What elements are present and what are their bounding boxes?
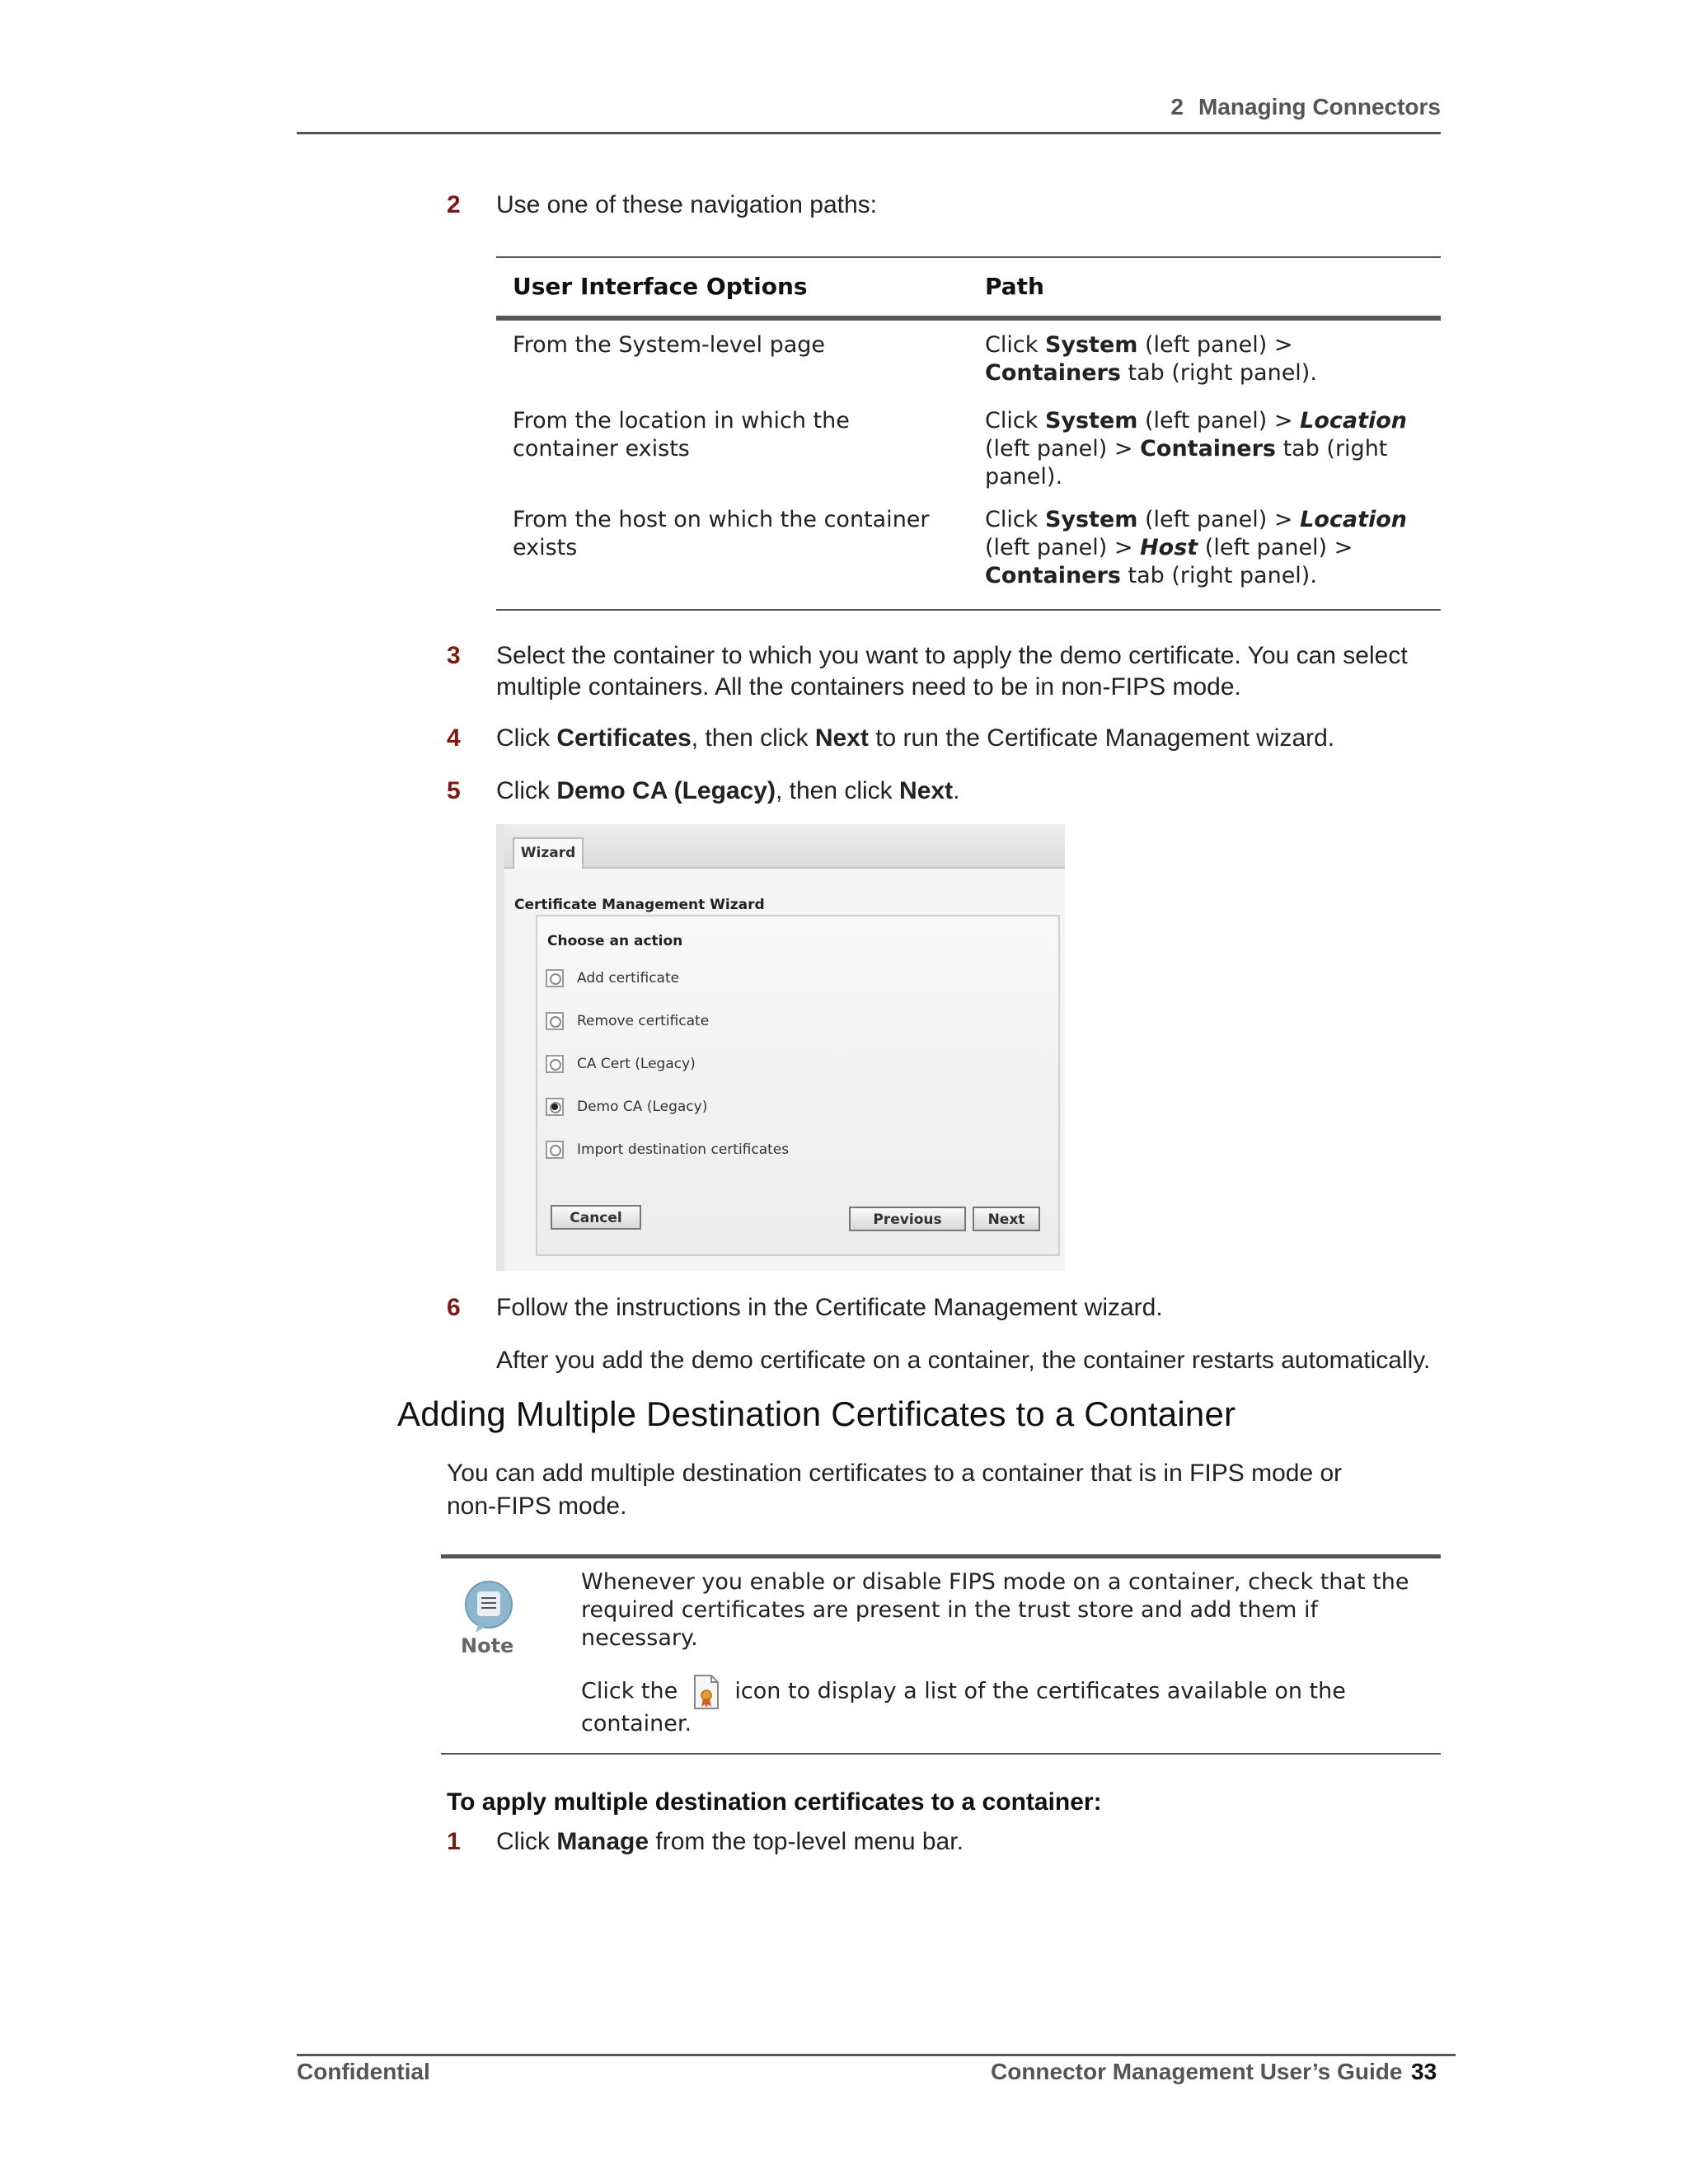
section-intro: You can add multiple destination certificates to a container that is in FIPS mode or non-FIPS mode. xyxy=(447,1460,1343,1520)
step-text: Click Manage from the top-level menu bar. xyxy=(496,1828,964,1855)
step-number: 3 xyxy=(447,642,461,669)
radio-button[interactable] xyxy=(546,1012,564,1030)
step-text: Use one of these navigation paths: xyxy=(496,191,877,218)
option-import-destination-certificates[interactable]: Import destination certificates xyxy=(546,1141,789,1159)
step-number: 6 xyxy=(447,1294,461,1321)
chapter-title: Managing Connectors xyxy=(1198,94,1441,120)
chapter-number: 2 xyxy=(1170,94,1184,120)
table-cell: From the System-level page xyxy=(513,332,826,358)
radio-button[interactable] xyxy=(546,969,564,987)
table-row xyxy=(496,321,1441,399)
table-cell: Click System (left panel) > Containers tab (right panel). xyxy=(985,332,1317,386)
navigation-table xyxy=(496,256,1441,611)
cancel-button[interactable]: Cancel xyxy=(551,1205,641,1230)
choose-action-label: Choose an action xyxy=(547,933,683,949)
note-box xyxy=(441,1554,1441,1755)
wizard-screenshot xyxy=(496,824,1065,1271)
column-header: Path xyxy=(985,273,1044,300)
table-row xyxy=(496,399,1441,498)
radio-button-selected[interactable] xyxy=(546,1098,564,1116)
wizard-panel xyxy=(536,915,1060,1256)
table-cell: From the location in which the container exists xyxy=(513,408,850,462)
table-cell: Click System (left panel) > Location (left panel) > Host (left panel) > Containers tab (right panel). xyxy=(985,507,1408,588)
procedure-heading: To apply multiple destination certificates to a container: xyxy=(447,1788,1102,1816)
step-number: 5 xyxy=(447,777,461,804)
step-followup-text: After you add the demo certificate on a container, the container restarts automatically. xyxy=(496,1347,1431,1374)
page-header xyxy=(297,91,1441,134)
note-instruction: Click the icon to display a list of the certificates available on the container. xyxy=(581,1674,1346,1738)
footer-rule xyxy=(297,2054,1456,2056)
radio-button[interactable] xyxy=(546,1141,564,1159)
step-text: Click Certificates, then click Next to run the Certificate Management wizard. xyxy=(496,724,1335,752)
previous-button[interactable]: Previous xyxy=(849,1207,966,1231)
option-remove-certificate[interactable]: Remove certificate xyxy=(546,1012,709,1030)
step-number: 1 xyxy=(447,1828,461,1855)
step-number: 2 xyxy=(447,191,461,218)
section-heading: Adding Multiple Destination Certificates to a Container xyxy=(397,1394,1236,1433)
step-text: Click Demo CA (Legacy), then click Next. xyxy=(496,777,960,804)
option-demo-ca-legacy[interactable]: Demo CA (Legacy) xyxy=(546,1098,707,1116)
table-cell: From the host on which the container exists xyxy=(513,507,930,560)
step-text: Select the container to which you want to apply the demo certificate. You can select multiple containers. All the containers need to be in non-FIPS mode. xyxy=(496,642,1408,701)
footer-left: Confidential xyxy=(297,2059,430,2084)
running-header xyxy=(1170,94,1441,120)
wizard-title: Certificate Management Wizard xyxy=(514,897,765,913)
certificate-icon xyxy=(692,1674,721,1710)
tab-wizard[interactable]: Wizard xyxy=(513,837,584,869)
step-text: Follow the instructions in the Certificate Management wizard. xyxy=(496,1294,1163,1321)
table-header xyxy=(496,258,1441,321)
note-label: Note xyxy=(461,1634,514,1657)
wizard-tab-bar xyxy=(504,824,1065,869)
option-ca-cert-legacy[interactable]: CA Cert (Legacy) xyxy=(546,1055,696,1073)
note-text: Whenever you enable or disable FIPS mode on a container, check that the required certificates are present in the trust store and add them if necessary. xyxy=(581,1569,1409,1651)
option-add-certificate[interactable]: Add certificate xyxy=(546,969,679,987)
footer-title: Connector Management User’s Guide xyxy=(991,2059,1403,2084)
table-row xyxy=(496,498,1441,611)
next-button[interactable]: Next xyxy=(973,1207,1040,1231)
radio-button[interactable] xyxy=(546,1055,564,1073)
step-number: 4 xyxy=(447,724,461,752)
table-cell: Click System (left panel) > Location (left panel) > Containers tab (right panel). xyxy=(985,408,1408,490)
column-header: User Interface Options xyxy=(513,273,808,300)
page-number: 33 xyxy=(1411,2059,1437,2084)
